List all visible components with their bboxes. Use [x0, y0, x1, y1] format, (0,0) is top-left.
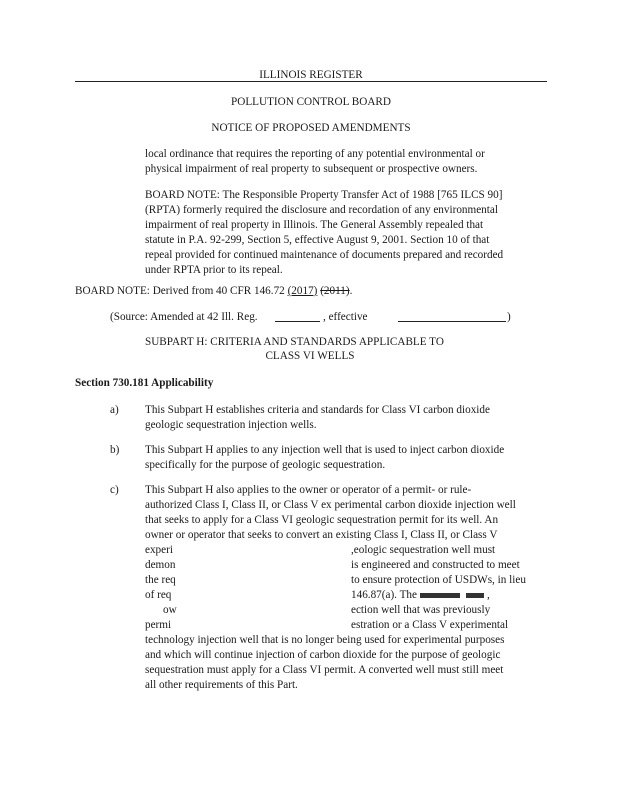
item-c-line-fragment — [351, 587, 490, 603]
board-note-1-line: impairment of real property in Illinois. The General Assembly repealed that — [145, 219, 484, 231]
item-c-line-fragment: demon — [145, 559, 176, 571]
item-c-line-fragment: is engineered and constructed to meet — [351, 559, 520, 571]
item-c-line: that seeks to apply for a Class VI geologic sequestration permit for its well. An — [145, 514, 499, 526]
item-c-line-fragment: to ensure protection of USDWs, in lieu — [351, 574, 526, 586]
redaction-smudge — [466, 593, 484, 598]
deleted-text: (2011) — [320, 285, 350, 297]
item-c-line: owner or operator that seeks to convert an existing Class I, Class II, or Class V — [145, 529, 498, 541]
item-c-fragment-comma: , — [486, 589, 490, 601]
register-title: ILLINOIS REGISTER — [259, 69, 363, 81]
source-blank-effective — [398, 310, 506, 322]
item-b-line: This Subpart H applies to any injection well that is used to inject carbon dioxide — [145, 444, 505, 456]
intro-line-2: physical impairment of real property to subsequent or prospective owners. — [145, 163, 478, 175]
item-a-line: This Subpart H establishes criteria and standards for Class VI carbon dioxide — [145, 404, 490, 416]
board-note-2-suffix: . — [349, 285, 353, 297]
subpart-heading-line-1: SUBPART H: CRITERIA AND STANDARDS APPLICABLE TO — [145, 336, 444, 348]
header-rule — [75, 81, 547, 82]
section-heading: Section 730.181 Applicability — [75, 377, 214, 389]
item-c-label: c) — [110, 484, 119, 496]
source-prefix: (Source: Amended at 42 Ill. Reg. — [110, 311, 258, 323]
item-c-line-fragment: the req — [145, 574, 176, 586]
item-c-line-fragment: experi — [145, 544, 173, 556]
item-c-line-fragment: of req — [145, 589, 172, 601]
board-name: POLLUTION CONTROL BOARD — [231, 96, 391, 108]
item-c-line-fragment: ow — [163, 604, 177, 616]
item-c-line-fragment: permi — [145, 619, 172, 631]
item-c-line-fragment: estration or a Class V experimental — [351, 619, 509, 631]
board-note-1-line: statute in P.A. 92-299, Section 5, effective August 9, 2001. Section 10 of that — [145, 234, 490, 246]
board-note-2-prefix: BOARD NOTE: Derived from 40 CFR 146.72 — [75, 285, 288, 297]
subpart-heading-line-2: CLASS VI WELLS — [265, 350, 355, 362]
item-c-line: This Subpart H also applies to the owner or operator of a permit- or rule- — [145, 484, 472, 496]
board-note-1-line: repeal provided for continued maintenance of documents prepared and recorded — [145, 249, 504, 261]
redaction-smudge — [420, 593, 460, 598]
item-b-line: specifically for the purpose of geologic sequestration. — [145, 459, 386, 471]
board-note-1-line: (RPTA) formerly required the disclosure and recordation of any environmental — [145, 204, 498, 216]
item-a-line: geologic sequestration injection wells. — [145, 419, 317, 431]
board-note-1-line: under RPTA prior to its repeal. — [145, 264, 283, 276]
item-c-line: sequestration must apply for a Class VI permit. A converted well must still meet — [145, 664, 504, 676]
source-close: ) — [507, 311, 511, 323]
item-c-line: authorized Class I, Class II, or Class V ex perimental carbon dioxide injection well — [145, 499, 516, 511]
board-note-2 — [75, 283, 352, 299]
intro-line-1: local ordinance that requires the reporting of any potential environmental or — [145, 148, 485, 160]
board-note-1-line: BOARD NOTE: The Responsible Property Transfer Act of 1988 [765 ILCS 90] — [145, 189, 503, 201]
item-c-line-fragment: ,eologic sequestration well must — [351, 544, 496, 556]
added-text: (2017) — [287, 285, 318, 297]
item-c-line: and which will continue injection of carbon dioxide for the purpose of geologic — [145, 649, 501, 661]
item-b-label: b) — [110, 444, 120, 456]
item-c-line-fragment: ection well that was previously — [351, 604, 491, 616]
item-c-line: technology injection well that is no longer being used for experimental purposes — [145, 634, 505, 646]
source-effective: , effective — [323, 311, 368, 323]
source-blank-reg — [275, 310, 320, 322]
item-a-label: a) — [110, 404, 119, 416]
item-c-fragment-text: 146.87(a). The — [351, 589, 417, 601]
item-c-line: all other requirements of this Part. — [145, 679, 298, 691]
notice-title: NOTICE OF PROPOSED AMENDMENTS — [211, 122, 411, 134]
